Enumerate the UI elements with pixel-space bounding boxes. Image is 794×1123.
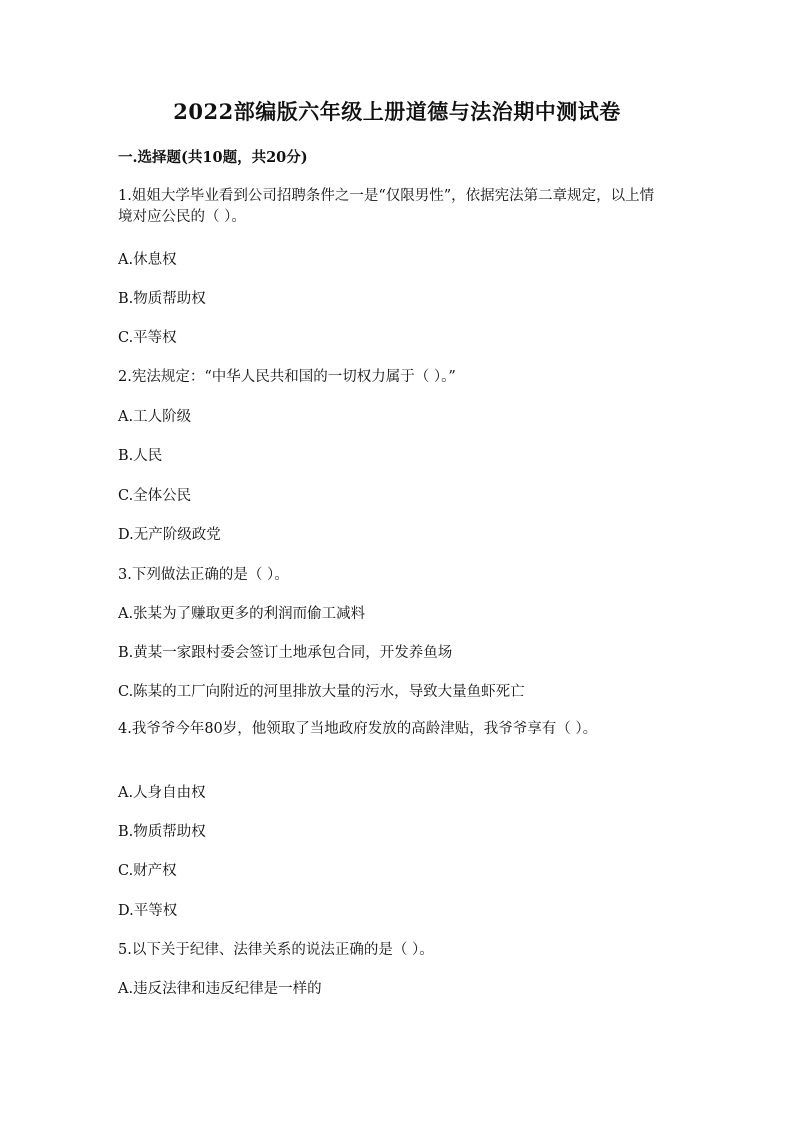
option-3a: A.张某为了赚取更多的利润而偷工减料 [118, 606, 366, 622]
option-2b: B.人民 [118, 448, 163, 464]
question-2: 2.宪法规定：“中华人民共和国的一切权力属于（ ）。” [118, 369, 456, 385]
question-4: 4.我爷爷今年80岁，他领取了当地政府发放的高龄津贴，我爷爷享有（ ）。 [118, 721, 598, 737]
option-4c: C.财产权 [118, 863, 177, 879]
question-1: 1.姐姐大学毕业看到公司招聘条件之一是“仅限男性”，依据宪法第二章规定，以上情境对应公民的（ ）。 [118, 188, 655, 225]
question-5: 5.以下关于纪律、法律关系的说法正确的是（ ）。 [118, 942, 434, 958]
option-3b: B.黄某一家跟村委会签订土地承包合同，开发养鱼场 [118, 645, 453, 661]
section-heading: 一.选择题(共10题，共20分) [118, 149, 308, 166]
option-1b: B.物质帮助权 [118, 291, 206, 307]
option-2d: D.无产阶级政党 [118, 527, 221, 543]
option-2c: C.全体公民 [118, 488, 192, 504]
page-title: 2022部编版六年级上册道德与法治期中测试卷 [173, 99, 621, 124]
option-3c: C.陈某的工厂向附近的河里排放大量的污水，导致大量鱼虾死亡 [118, 684, 525, 700]
option-5a: A.违反法律和违反纪律是一样的 [118, 981, 322, 997]
option-4a: A.人身自由权 [118, 785, 206, 801]
option-1c: C.平等权 [118, 330, 177, 346]
option-4d: D.平等权 [118, 903, 178, 919]
option-4b: B.物质帮助权 [118, 824, 206, 840]
option-1a: A.休息权 [118, 252, 177, 268]
question-3: 3.下列做法正确的是（ ）。 [118, 567, 289, 583]
option-2a: A.工人阶级 [118, 409, 192, 425]
